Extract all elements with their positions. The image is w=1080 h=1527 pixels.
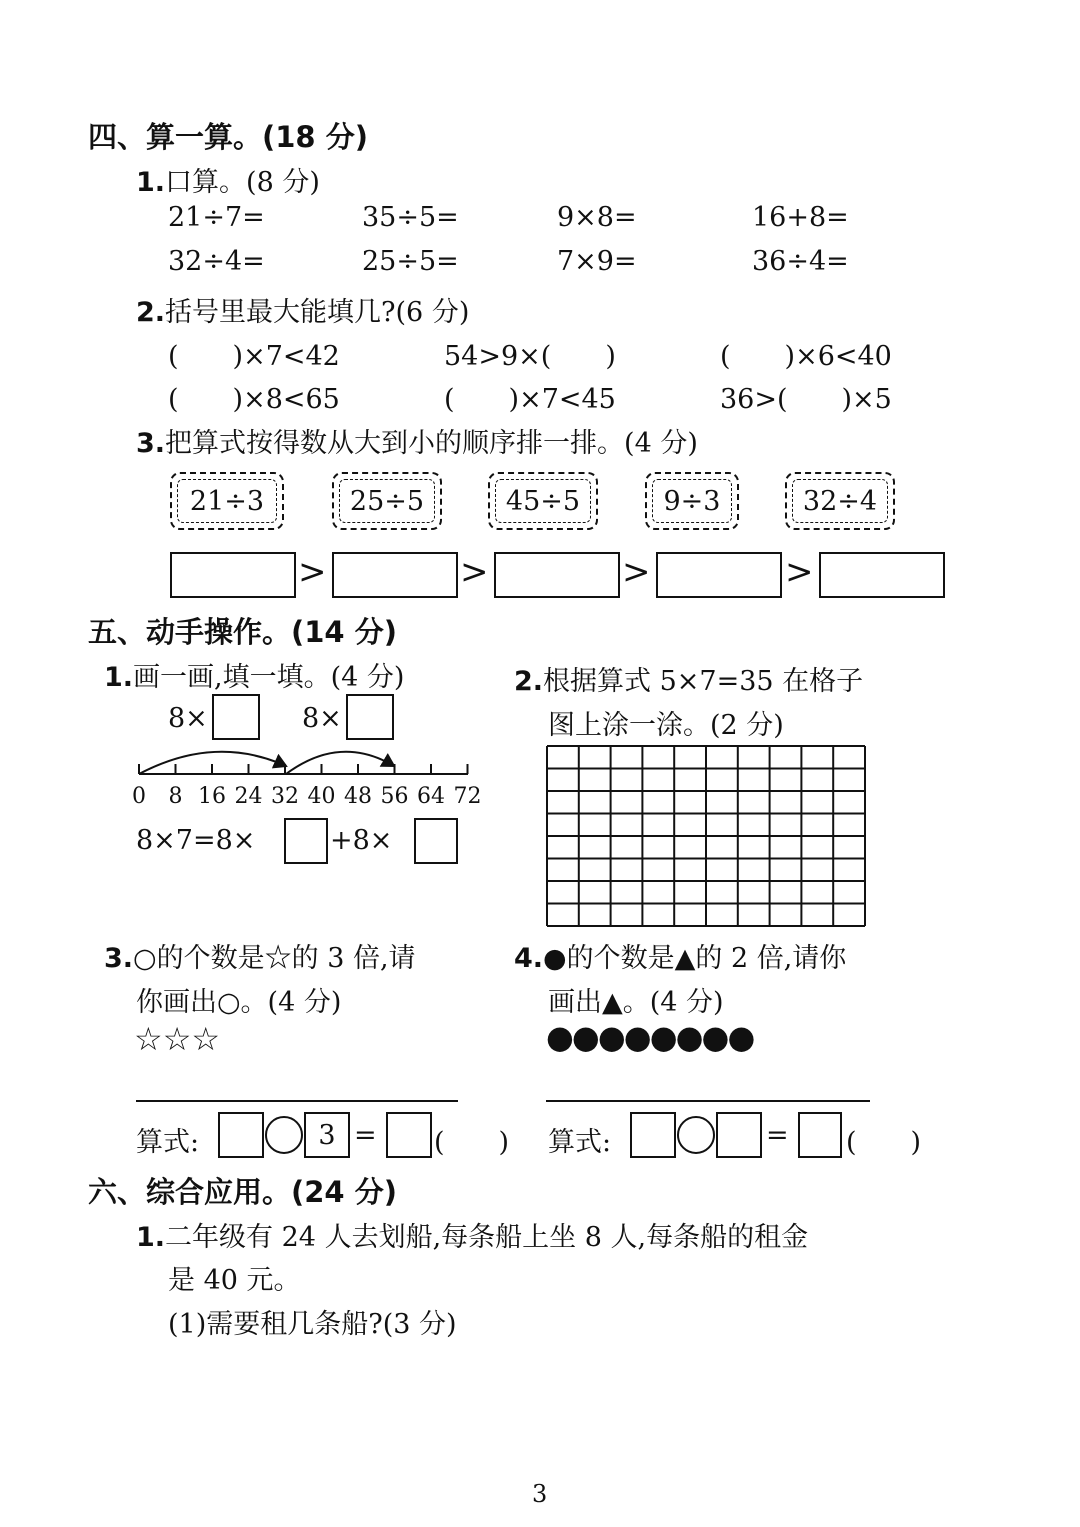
answer-box[interactable]: [170, 552, 296, 598]
coloring-grid[interactable]: [545, 744, 867, 928]
number-line-label: 48: [344, 784, 372, 809]
number-line: [130, 740, 490, 784]
q4-3-title: 把算式按得数从大到小的顺序排一排。(4 分): [165, 428, 698, 459]
bracket-item: 54>9×( ): [444, 341, 616, 372]
multiplier-label: 8×: [302, 703, 342, 734]
q4-1-number: 1.: [136, 167, 166, 198]
section4-title: 四、算一算。(18 分): [88, 120, 368, 154]
q5-4-number: 4.: [514, 943, 544, 974]
number-line-label: 32: [271, 784, 299, 809]
jump-arc: [286, 752, 394, 774]
section5-title: 五、动手操作。(14 分): [88, 615, 397, 649]
expression-card: 9÷3: [645, 472, 739, 530]
fill-box[interactable]: [630, 1112, 676, 1158]
operator-circle[interactable]: [677, 1116, 715, 1154]
q5-2-number: 2.: [514, 666, 544, 697]
fill-box[interactable]: [414, 818, 458, 864]
oral-calc-item: 9×8=: [557, 202, 637, 233]
unit-bracket[interactable]: ( ): [434, 1127, 510, 1158]
q5-1-number: 1.: [104, 662, 134, 693]
number-line-label: 40: [307, 784, 336, 809]
greater-than-sign: >: [622, 552, 651, 592]
fill-box[interactable]: [218, 1112, 264, 1158]
given-number-box: 3: [304, 1112, 350, 1158]
unit-bracket[interactable]: ( ): [846, 1127, 922, 1158]
decomposition-left: 8×7=8×: [136, 825, 256, 856]
number-line-label: 0: [132, 784, 146, 809]
decomposition-right: +8×: [330, 825, 393, 856]
bracket-item: 36>( )×5: [720, 384, 892, 415]
q6-1-sub1: (1)需要租几条船?(3 分): [168, 1309, 457, 1340]
number-line-label: 24: [234, 784, 263, 809]
q5-2-line1: 2.根据算式 5×7=35 在格子: [514, 666, 864, 697]
q6-1-number: 1.: [136, 1222, 166, 1253]
drawing-line[interactable]: [136, 1100, 458, 1102]
star-row: ☆☆☆: [134, 1020, 221, 1058]
answer-box[interactable]: [332, 552, 458, 598]
number-line-label: 56: [380, 784, 409, 809]
greater-than-sign: >: [785, 552, 814, 592]
q4-2-title: 括号里最大能填几?(6 分): [165, 297, 470, 328]
q6-1-line2: 是 40 元。: [168, 1265, 301, 1296]
bracket-item: ( )×8<65: [168, 384, 340, 415]
q4-3-heading: [136, 421, 698, 460]
greater-than-sign: >: [298, 552, 327, 592]
fill-box[interactable]: [212, 694, 260, 740]
number-line-label: 72: [453, 784, 482, 809]
q5-1-title: 画一画,填一填。(4 分): [133, 662, 405, 693]
section6-title: 六、综合应用。(24 分): [88, 1175, 397, 1209]
number-line-label: 8: [168, 784, 183, 809]
q4-2-heading: [136, 290, 469, 329]
bracket-item: ( )×7<42: [168, 341, 340, 372]
fill-box[interactable]: [346, 694, 394, 740]
expression-card: 25÷5: [332, 472, 442, 530]
q4-1-heading: [136, 160, 320, 199]
page-number: 3: [532, 1480, 548, 1508]
q5-4-line1: 4.●的个数是▲的 2 倍,请你: [514, 943, 847, 974]
oral-calc-item: 7×9=: [557, 246, 637, 277]
q4-2-number: 2.: [136, 297, 166, 328]
number-line-label: 64: [417, 784, 445, 809]
q6-1-line1: 1.二年级有 24 人去划船,每条船上坐 8 人,每条船的租金: [136, 1222, 809, 1253]
q5-4-line2: 画出▲。(4 分): [548, 987, 724, 1018]
multiplier-label: 8×: [168, 703, 208, 734]
oral-calc-item: 36÷4=: [752, 246, 849, 277]
dot-row: ●●●●●●●●: [546, 1018, 754, 1056]
number-line-label: 16: [198, 784, 226, 809]
q5-1-heading: [104, 655, 404, 694]
formula-label: 算式:: [548, 1127, 612, 1158]
oral-calc-item: 25÷5=: [362, 246, 459, 277]
q5-2-line2: 图上涂一涂。(2 分): [548, 710, 784, 741]
equals-sign: =: [766, 1120, 789, 1151]
drawing-line[interactable]: [546, 1100, 870, 1102]
oral-calc-item: 16+8=: [752, 202, 849, 233]
q4-1-title: 口算。(8 分): [165, 167, 320, 198]
answer-box[interactable]: [494, 552, 620, 598]
oral-calc-item: 21÷7=: [168, 202, 265, 233]
q5-3-line1: 3.○的个数是☆的 3 倍,请: [104, 943, 416, 974]
answer-box[interactable]: [656, 552, 782, 598]
answer-box[interactable]: [819, 552, 945, 598]
expression-card: 21÷3: [170, 472, 284, 530]
q5-3-line2: 你画出○。(4 分): [136, 987, 342, 1018]
oral-calc-item: 35÷5=: [362, 202, 459, 233]
greater-than-sign: >: [460, 552, 489, 592]
oral-calc-item: 32÷4=: [168, 246, 265, 277]
fill-box[interactable]: [798, 1112, 842, 1158]
formula-label: 算式:: [136, 1127, 200, 1158]
bracket-item: ( )×7<45: [444, 384, 616, 415]
operator-circle[interactable]: [265, 1116, 303, 1154]
fill-box[interactable]: [716, 1112, 762, 1158]
expression-card: 45÷5: [488, 472, 598, 530]
expression-card: 32÷4: [785, 472, 895, 530]
fill-box[interactable]: [284, 818, 328, 864]
q5-3-number: 3.: [104, 943, 134, 974]
q4-3-number: 3.: [136, 428, 166, 459]
bracket-item: ( )×6<40: [720, 341, 892, 372]
fill-box[interactable]: [386, 1112, 432, 1158]
equals-sign: =: [354, 1120, 377, 1151]
